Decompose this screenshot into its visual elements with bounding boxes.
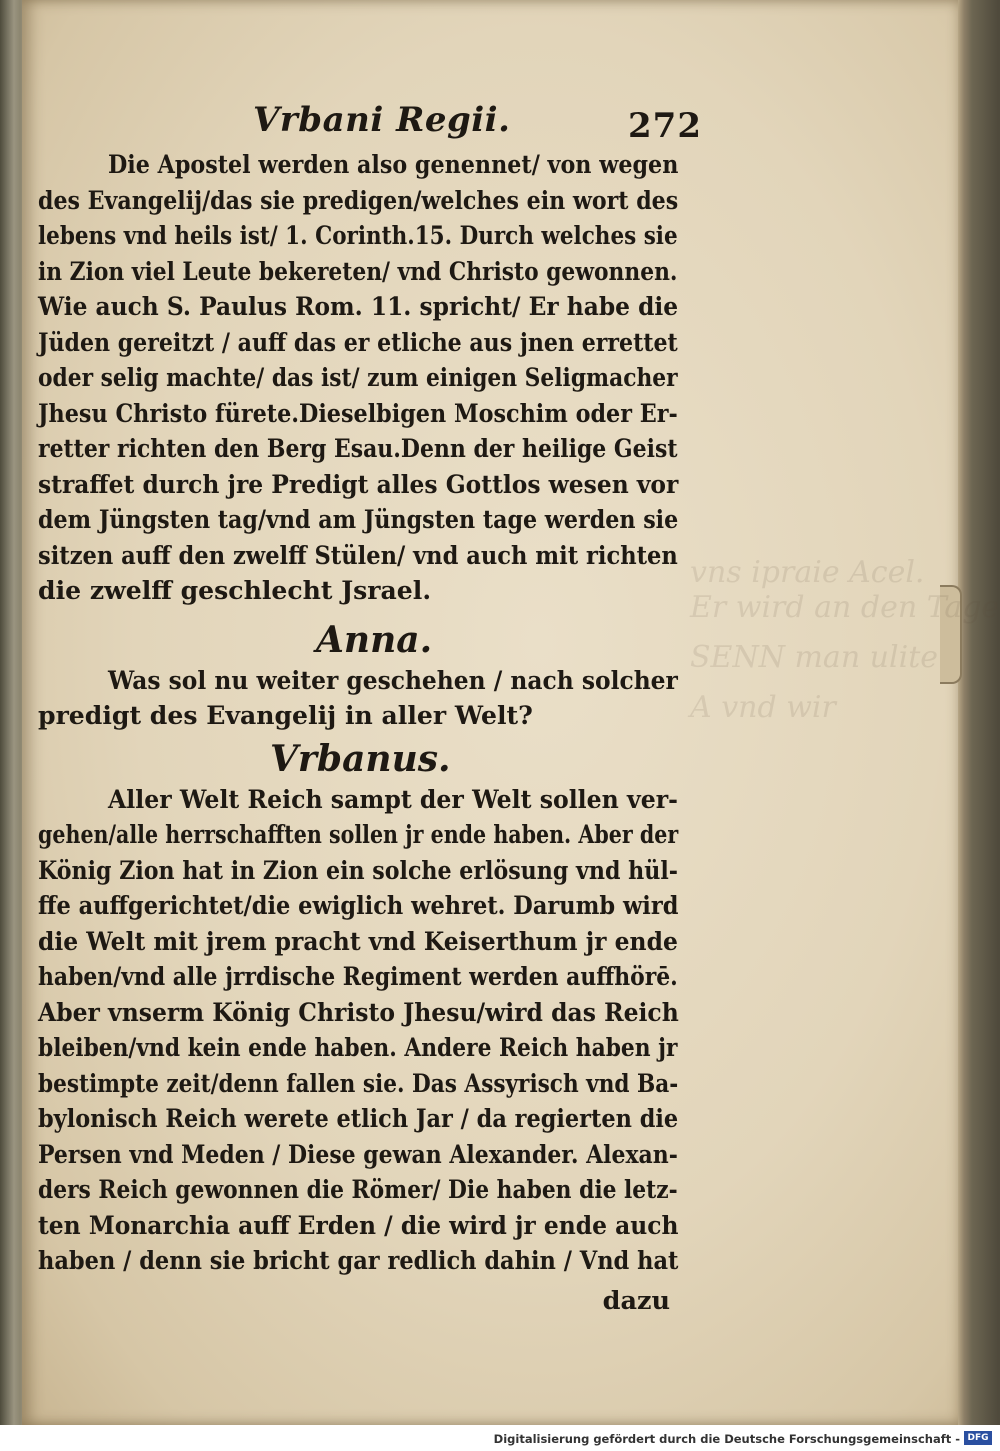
text-line xyxy=(38,255,688,291)
text-line xyxy=(38,699,688,735)
text-line-content: lebens vnd heils ist/ 1. Corinth.15. Durch welches sie xyxy=(38,221,678,251)
text-line-content: Jhesu Christo fürete.Dieselbigen Moschim oder Er- xyxy=(38,398,678,429)
text-line xyxy=(38,818,688,854)
text-line xyxy=(38,1067,688,1103)
text-line-content: dem Jüngsten tag/vnd am Jüngsten tage werden sie xyxy=(38,505,679,535)
text-line xyxy=(38,1102,688,1138)
text-line xyxy=(38,432,688,468)
text-line xyxy=(38,664,688,700)
text-line-content: ders Reich gewonnen die Römer/ Die haben die letz- xyxy=(38,1175,678,1205)
digitization-footer xyxy=(0,1425,1000,1451)
text-line-content: Was sol nu weiter geschehen / nach solcher xyxy=(108,665,678,696)
text-line-content: straffet durch jre Predigt alles Gottlos wesen vor xyxy=(38,469,679,500)
page-number: 272 xyxy=(628,106,702,146)
text-line xyxy=(38,854,688,890)
text-line xyxy=(38,184,688,220)
text-line-content: oder selig machte/ das ist/ zum einigen Seligmacher xyxy=(38,363,678,393)
text-line xyxy=(38,1173,688,1209)
text-line xyxy=(38,1244,688,1280)
text-line-content: haben / denn sie bricht gar redlich dahin / Vnd hat xyxy=(38,1246,679,1276)
text-line-content: des Evangelij/das sie predigen/welches ein wort des xyxy=(38,185,679,216)
text-line-content: die zwelff geschlecht Jsrael. xyxy=(38,576,432,606)
text-line xyxy=(38,219,688,255)
speaker-heading-urbanus: Vrbanus. xyxy=(270,737,451,780)
text-line xyxy=(38,783,688,819)
text-line xyxy=(38,960,688,996)
text-line-content: König Zion hat in Zion ein solche erlösung vnd hül- xyxy=(38,855,678,886)
speaker-heading-anna: Anna. xyxy=(316,618,433,661)
bleed-through-text: Er wird an den Tage xyxy=(690,590,1000,625)
text-line-content: die Welt mit jrem pracht vnd Keiserthum jr ende xyxy=(38,926,678,957)
text-line xyxy=(38,290,688,326)
text-line-content: bleiben/vnd kein ende haben. Andere Reich haben jr xyxy=(38,1033,678,1063)
text-line-content: in Zion viel Leute bekereten/ vnd Christo gewonnen. xyxy=(38,256,678,287)
text-line-content: Persen vnd Meden / Diese gewan Alexander. Alexan- xyxy=(38,1139,678,1170)
catchword: dazu xyxy=(602,1285,670,1316)
text-line xyxy=(38,574,688,610)
text-line xyxy=(38,996,688,1032)
text-line-content: Aber vnserm König Christo Jhesu/wird das Reich xyxy=(38,997,679,1028)
page-header xyxy=(38,100,702,148)
text-line-content: haben/vnd alle jrrdische Regiment werden auffhörē. xyxy=(38,962,678,992)
bleed-through-text: SENN man ulite xyxy=(690,640,938,675)
text-line-content: Jüden gereitzt / auff das er etliche aus jnen errettet xyxy=(38,327,678,358)
text-line-content: bestimpte zeit/denn fallen sie. Das Assyrisch vnd Ba- xyxy=(38,1068,679,1099)
text-line xyxy=(38,397,688,433)
text-line xyxy=(38,468,688,504)
text-line xyxy=(38,326,688,362)
text-line-content: Wie auch S. Paulus Rom. 11. spricht/ Er habe die xyxy=(38,292,679,322)
text-line-content: ffe auffgerichtet/die ewiglich wehret. Darumb wird xyxy=(38,891,679,921)
text-line xyxy=(38,1209,688,1245)
dfg-logo: DFG xyxy=(964,1431,992,1445)
text-line xyxy=(38,539,688,575)
paragraph-anna-question xyxy=(38,664,688,735)
text-line-content: predigt des Evangelij in aller Welt? xyxy=(38,701,533,731)
footer-credit: Digitalisierung gefördert durch die Deutsche Forschungsgemeinschaft - xyxy=(493,1432,960,1446)
bleed-through-text: vns ipraie Acel. xyxy=(690,555,925,590)
text-line xyxy=(38,1031,688,1067)
text-line-content: gehen/alle herrschafften sollen jr ende haben. Aber der xyxy=(38,820,679,850)
text-line-content: retter richten den Berg Esau.Denn der heilige Geist xyxy=(38,434,678,464)
text-line xyxy=(38,889,688,925)
bleed-through-text: A vnd wir xyxy=(690,690,836,725)
text-line-content: sitzen auff den zwelff Stülen/ vnd auch mit richten xyxy=(38,540,678,571)
book-edge xyxy=(958,0,1000,1425)
text-line xyxy=(38,925,688,961)
running-head: Vrbani Regii. xyxy=(253,100,511,140)
paragraph-urbanus-answer xyxy=(38,783,688,1280)
text-line xyxy=(38,148,688,184)
text-line-content: Aller Welt Reich sampt der Welt sollen ver- xyxy=(108,784,678,815)
text-line xyxy=(38,361,688,397)
text-line-content: bylonisch Reich werete etlich Jar / da regierten die xyxy=(38,1104,679,1134)
text-line xyxy=(38,503,688,539)
text-line-content: ten Monarchia auff Erden / die wird jr ende auch xyxy=(38,1210,679,1241)
paragraph-apostles xyxy=(38,148,688,610)
text-line xyxy=(38,1138,688,1174)
text-line-content: Die Apostel werden also genennet/ von wegen xyxy=(108,150,679,180)
page-text xyxy=(38,100,702,1319)
